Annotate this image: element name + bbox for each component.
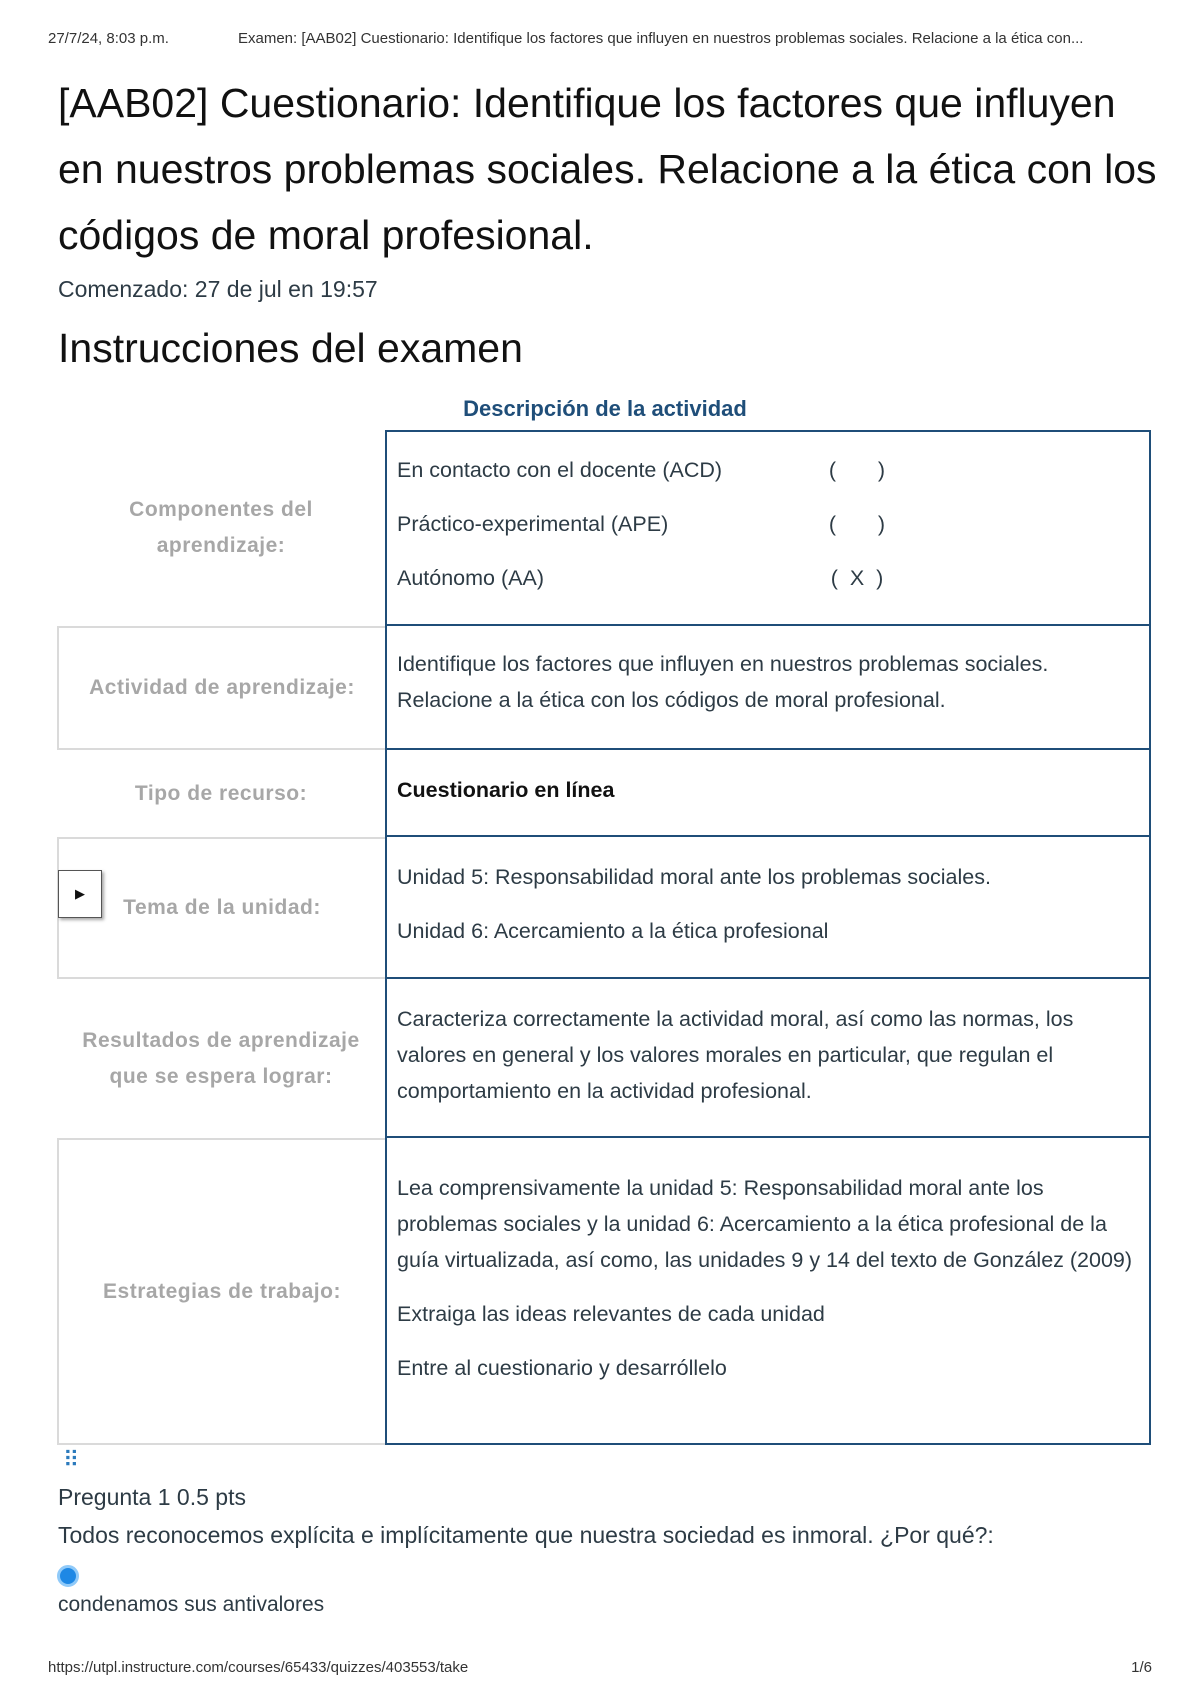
component-option-mark: ( ) — [828, 458, 886, 482]
table-caption: Descripción de la actividad — [463, 396, 747, 421]
print-url: https://utpl.instructure.com/courses/65433/quizzes/403553/take — [48, 1659, 469, 1676]
components-value — [385, 430, 1151, 626]
component-option-label: En contacto con el docente (ACD) — [397, 458, 723, 482]
unit-topic-item: Unidad 6: Acercamiento a la ética profesional — [397, 919, 829, 943]
question-text: Todos reconocemos explícita e implícitamente que nuestra sociedad es inmoral. ¿Por qué?: — [58, 1522, 994, 1548]
print-header — [48, 30, 1152, 54]
print-page-number: 1/6 — [1131, 1659, 1152, 1676]
row-outcomes — [57, 979, 1151, 1138]
row-strategies — [57, 1138, 1151, 1445]
components-label: Componentes del aprendizaje: — [129, 498, 313, 557]
row-components — [57, 430, 1151, 626]
component-option — [397, 560, 1139, 596]
page-title: [AAB02] Cuestionario: Identifique los factores que influyen en nuestros problemas sociales. Relacione a la ética con los códigos de moral profesional. — [58, 80, 1157, 258]
resource-label: Tipo de recurso: — [134, 781, 308, 805]
question-header: Pregunta 1 0.5 pts — [58, 1484, 246, 1510]
print-doc-title: Examen: [AAB02] Cuestionario: Identifique los factores que influyen en nuestros problemas sociales. Relacione a la ética con... — [238, 30, 1084, 47]
unit-topic-label: Tema de la unidad: — [57, 837, 385, 979]
unit-topic-value — [385, 837, 1151, 979]
component-option-mark: ( ) — [828, 512, 886, 536]
strategy-item: Lea comprensivamente la unidad 5: Responsabilidad moral ante los problemas sociales y la unidad 6: Acercamiento a la ética profesional de la guía virtualizada, así como, las unidades 9 y 14 del texto de González (2009) — [397, 1176, 1133, 1272]
component-option — [397, 452, 1139, 488]
strategies-value — [385, 1138, 1151, 1445]
activity-value — [385, 626, 1151, 750]
strategies-label: Estrategias de trabajo: — [57, 1138, 385, 1445]
row-unit-topic — [57, 837, 1151, 979]
row-activity — [57, 626, 1151, 750]
outcomes-value — [385, 979, 1151, 1138]
row-resource — [57, 750, 1151, 837]
activity-description-table — [57, 430, 1151, 1445]
print-footer — [48, 1659, 1152, 1681]
quiz-started-time: Comenzado: 27 de jul en 19:57 — [58, 276, 378, 302]
play-icon[interactable]: ▶ — [58, 870, 102, 918]
activity-text: Identifique los factores que influyen en nuestros problemas sociales. Relacione a la ética con los códigos de moral profesional. — [397, 652, 1049, 712]
drag-handle-icon[interactable]: ⠿ — [63, 1447, 80, 1472]
resource-text: Cuestionario en línea — [397, 778, 615, 802]
outcomes-text: Caracteriza correctamente la actividad moral, así como las normas, los valores en general y los valores morales en particular, que regulan el comportamiento en la actividad profesional. — [397, 1007, 1074, 1103]
component-option-mark-selected: ( X ) — [830, 566, 884, 590]
strategy-item: Extraiga las ideas relevantes de cada unidad — [397, 1302, 825, 1326]
instructions-heading: Instrucciones del examen — [58, 325, 523, 371]
component-option — [397, 506, 1139, 542]
print-date: 27/7/24, 8:03 p.m. — [48, 30, 169, 47]
strategy-item: Entre al cuestionario y desarróllelo — [397, 1356, 727, 1380]
resource-value — [385, 750, 1151, 837]
outcomes-label: Resultados de aprendizaje que se espera lograr: — [82, 1028, 360, 1088]
component-option-label: Práctico-experimental (APE) — [397, 512, 669, 536]
answer-radio[interactable] — [57, 1565, 79, 1587]
answer-label[interactable]: condenamos sus antivalores — [58, 1593, 325, 1616]
unit-topic-item: Unidad 5: Responsabilidad moral ante los problemas sociales. — [397, 865, 991, 889]
activity-label: Actividad de aprendizaje: — [57, 626, 385, 750]
component-option-label: Autónomo (AA) — [397, 566, 544, 590]
